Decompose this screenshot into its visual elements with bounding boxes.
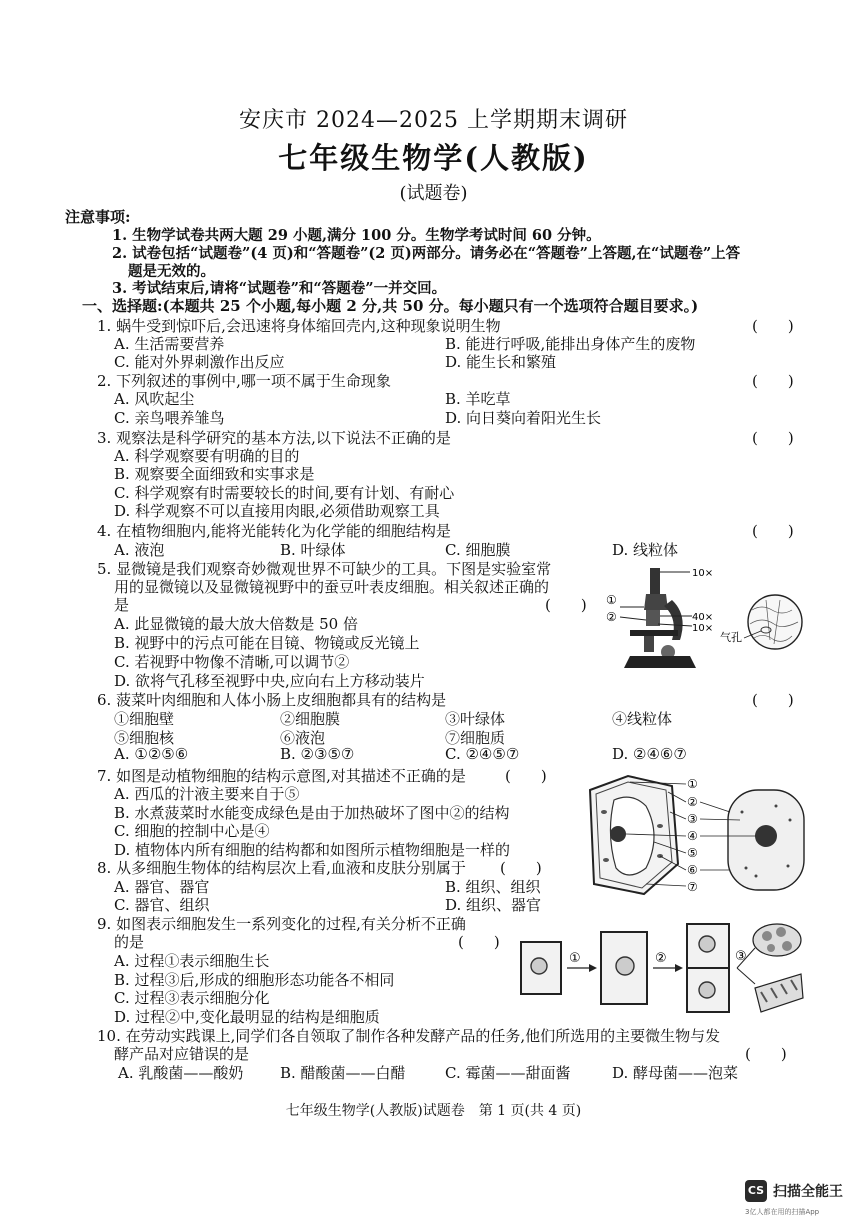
q6-stem: 6. 菠菜叶肉细胞和人体小肠上皮细胞都具有的结构是 xyxy=(97,691,447,709)
section-1-heading: 一、选择题:(本题共 25 个小题,每小题 2 分,共 50 分。每小题只有一个选项符合题目要求。) xyxy=(82,297,699,315)
cell-label-2: ② xyxy=(687,795,698,809)
q10-stem-line2: 酵产品对应错误的是 xyxy=(114,1045,250,1063)
q3-stem: 3. 观察法是科学研究的基本方法,以下说法不正确的是 xyxy=(97,429,451,447)
q5-answer-paren: ( ) xyxy=(545,596,587,614)
q5-option-a: A. 此显微镜的最大放大倍数是 50 倍 xyxy=(114,615,358,633)
q6-option-b: B. ②③⑤⑦ xyxy=(280,745,355,763)
process-3-label: ③ xyxy=(735,949,747,964)
microscope-figure xyxy=(600,560,810,680)
q2-option-a: A. 风吹起尘 xyxy=(114,390,195,408)
q6-option-d: D. ②④⑥⑦ xyxy=(612,745,687,763)
q9-option-b: B. 过程③后,形成的细胞形态功能各不相同 xyxy=(114,971,395,989)
q8-option-b: B. 组织、组织 xyxy=(445,878,541,896)
q6-item-5: ⑤细胞核 xyxy=(114,729,175,747)
q3-option-d: D. 科学观察不可以直接用肉眼,必须借助观察工具 xyxy=(114,502,440,520)
q1-stem: 1. 蜗牛受到惊吓后,会迅速将身体缩回壳内,这种现象说明生物 xyxy=(97,317,501,335)
q1-option-d: D. 能生长和繁殖 xyxy=(445,353,557,371)
q10-stem-line1: 10. 在劳动实践课上,同学们各自领取了制作各种发酵产品的任务,他们所选用的主要微生物与发 xyxy=(97,1027,721,1045)
exam-title-subject: 七年级生物学(人教版) xyxy=(278,141,589,175)
q4-stem: 4. 在植物细胞内,能将光能转化为化学能的细胞结构是 xyxy=(97,522,451,540)
cell-stage-1 xyxy=(521,942,561,994)
exam-title-city: 安庆市 2024—2025 上学期期末调研 xyxy=(239,108,628,133)
q2-option-c: C. 亲鸟喂养雏鸟 xyxy=(114,409,225,427)
q10-option-c: C. 霉菌——甜面酱 xyxy=(445,1064,571,1082)
process-1-label: ① xyxy=(569,951,581,966)
q6-item-6: ⑥液泡 xyxy=(280,729,326,747)
scanner-logo-icon: CS xyxy=(745,1180,767,1202)
q8-stem: 8. 从多细胞生物体的结构层次上看,血液和皮肤分别属于 xyxy=(97,859,466,877)
cell-label-7: ⑦ xyxy=(687,880,698,894)
q3-option-a: A. 科学观察要有明确的目的 xyxy=(114,447,300,465)
q10-option-d: D. 酵母菌——泡菜 xyxy=(612,1064,739,1082)
q4-option-a: A. 液泡 xyxy=(114,541,165,559)
q6-option-a: A. ①②⑤⑥ xyxy=(114,745,189,763)
q4-option-d: D. 线粒体 xyxy=(612,541,679,559)
q9-stem-line1: 9. 如图表示细胞发生一系列变化的过程,有关分析不正确 xyxy=(97,915,466,933)
differentiated-tissue-1 xyxy=(753,924,801,956)
cell-label-1: ① xyxy=(687,777,698,791)
differentiated-tissue-2 xyxy=(755,974,803,1012)
cell-structure-figure xyxy=(580,772,810,902)
notes-heading: 注意事项: xyxy=(65,208,131,226)
cell-change-figure xyxy=(515,918,807,1018)
q6-answer-paren: ( ) xyxy=(752,691,794,709)
q2-option-b: B. 羊吃草 xyxy=(445,390,511,408)
q4-option-b: B. 叶绿体 xyxy=(280,541,346,559)
q9-answer-paren: ( ) xyxy=(458,933,500,951)
process-2-label: ② xyxy=(655,951,667,966)
q1-answer-paren: ( ) xyxy=(752,317,794,335)
q5-stem-line2: 用的显微镜以及显微镜视野中的蚕豆叶表皮细胞。相关叙述正确的 xyxy=(114,578,550,596)
q7-stem: 7. 如图是动植物细胞的结构示意图,对其描述不正确的是 xyxy=(97,767,466,785)
note-2-cont: 题是无效的。 xyxy=(128,263,215,280)
field-of-view-circle xyxy=(748,595,802,649)
cell-label-4: ④ xyxy=(687,829,698,843)
q6-item-4: ④线粒体 xyxy=(612,710,673,728)
cell-label-5: ⑤ xyxy=(687,846,698,860)
objective-high-label: 40× xyxy=(692,612,714,623)
q10-option-b: B. 醋酸菌——白醋 xyxy=(280,1064,406,1082)
note-1: 1. 生物学试卷共两大题 29 小题,满分 100 分。生物学考试时间 60 分钟。 xyxy=(112,227,601,244)
microscope-label-2: ② xyxy=(606,610,617,624)
q5-option-c: C. 若视野中物像不清晰,可以调节② xyxy=(114,653,350,671)
q10-option-a: A. 乳酸菌——酸奶 xyxy=(118,1064,244,1082)
q6-item-1: ①细胞壁 xyxy=(114,710,175,728)
q8-option-c: C. 器官、组织 xyxy=(114,896,210,914)
q6-item-7: ⑦细胞质 xyxy=(445,729,506,747)
q5-stem-line3: 是 xyxy=(114,596,130,614)
q2-stem: 2. 下列叙述的事例中,哪一项不属于生命现象 xyxy=(97,372,391,390)
q9-option-c: C. 过程③表示细胞分化 xyxy=(114,989,270,1007)
objective-low-label: 10× xyxy=(692,623,714,634)
cell-stage-2 xyxy=(601,932,647,1004)
q9-option-d: D. 过程②中,变化最明显的结构是细胞质 xyxy=(114,1008,380,1026)
cell-label-6: ⑥ xyxy=(687,863,698,877)
scanner-watermark xyxy=(745,1180,855,1220)
q6-item-2: ②细胞膜 xyxy=(280,710,341,728)
q5-option-d: D. 欲将气孔移至视野中央,应向右上方移动装片 xyxy=(114,672,425,690)
q8-option-a: A. 器官、器官 xyxy=(114,878,210,896)
q1-option-c: C. 能对外界刺激作出反应 xyxy=(114,353,285,371)
eyepiece-mag-label: 10× xyxy=(692,568,714,579)
q7-option-a: A. 西瓜的汁液主要来自于⑤ xyxy=(114,785,300,803)
q1-option-a: A. 生活需要营养 xyxy=(114,335,225,353)
q3-answer-paren: ( ) xyxy=(752,429,794,447)
q6-option-c: C. ②④⑤⑦ xyxy=(445,745,520,763)
q7-answer-paren: ( ) xyxy=(505,767,547,785)
q4-answer-paren: ( ) xyxy=(752,522,794,540)
q7-option-b: B. 水煮菠菜时水能变成绿色是由于加热破坏了图中②的结构 xyxy=(114,804,510,822)
stoma-label: 气孔 xyxy=(720,631,742,644)
cell-label-3: ③ xyxy=(687,812,698,826)
cell-stage-3 xyxy=(687,924,729,1012)
animal-cell-drawing xyxy=(728,790,804,890)
microscope-drawing xyxy=(620,568,696,668)
note-3: 3. 考试结束后,请将“试题卷”和“答题卷”一并交回。 xyxy=(112,280,447,297)
scanner-brand-tagline: 3亿人都在用的扫描App xyxy=(745,1208,820,1216)
scanner-brand-name: 扫描全能王 xyxy=(773,1184,843,1200)
q2-option-d: D. 向日葵向着阳光生长 xyxy=(445,409,602,427)
exam-title-paper-type: (试题卷) xyxy=(399,183,468,204)
q3-option-c: C. 科学观察有时需要较长的时间,要有计划、有耐心 xyxy=(114,484,455,502)
q2-answer-paren: ( ) xyxy=(752,372,794,390)
page-footer: 七年级生物学(人教版)试题卷 第 1 页(共 4 页) xyxy=(285,1103,582,1119)
q8-option-d: D. 组织、器官 xyxy=(445,896,542,914)
microscope-label-1: ① xyxy=(606,593,617,607)
q1-option-b: B. 能进行呼吸,能排出身体产生的废物 xyxy=(445,335,696,353)
q8-answer-paren: ( ) xyxy=(500,859,542,877)
q9-stem-line2: 的是 xyxy=(114,933,145,951)
q9-option-a: A. 过程①表示细胞生长 xyxy=(114,952,270,970)
q5-option-b: B. 视野中的污点可能在目镜、物镜或反光镜上 xyxy=(114,634,420,652)
q3-option-b: B. 观察要全面细致和实事求是 xyxy=(114,465,315,483)
q5-stem-line1: 5. 显微镜是我们观察奇妙微观世界不可缺少的工具。下图是实验室常 xyxy=(97,560,552,578)
q6-item-3: ③叶绿体 xyxy=(445,710,506,728)
q10-answer-paren: ( ) xyxy=(745,1045,787,1063)
note-2: 2. 试卷包括“试题卷”(4 页)和“答题卷”(2 页)两部分。请务必在“答题卷”上答题,在“试题卷”上答 xyxy=(112,245,741,262)
q7-option-c: C. 细胞的控制中心是④ xyxy=(114,822,270,840)
q4-option-c: C. 细胞膜 xyxy=(445,541,511,559)
q7-option-d: D. 植物体内所有细胞的结构都和如图所示植物细胞是一样的 xyxy=(114,841,511,859)
